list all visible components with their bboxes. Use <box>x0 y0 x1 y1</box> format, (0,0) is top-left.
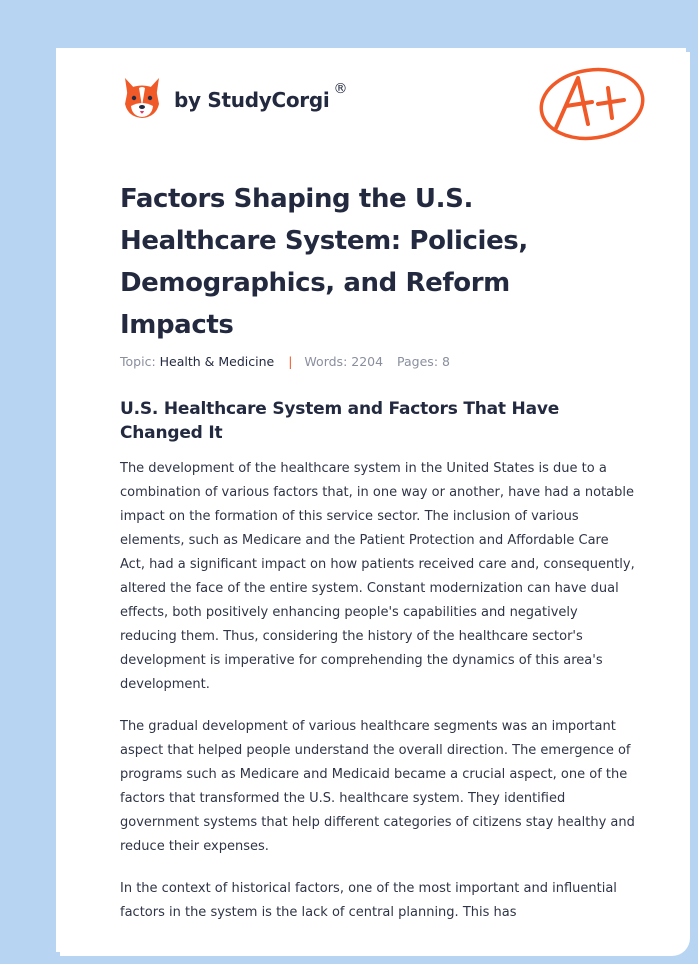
paragraph: In the context of historical factors, one of the most important and influential factors in the system is the lack of central planning. This has <box>120 881 617 920</box>
meta-separator: | <box>288 354 293 369</box>
brand-header[interactable] <box>122 76 348 120</box>
registered-mark: ® <box>333 81 348 97</box>
words-count: 2204 <box>351 354 384 369</box>
pages-count: 8 <box>442 354 450 369</box>
document-title: Factors Shaping the U.S. Healthcare System: Policies, Demographics, and Reform Impacts <box>120 184 528 340</box>
topic-link[interactable]: Health & Medicine <box>159 354 275 369</box>
words-label: Words: <box>304 354 348 369</box>
a-plus-grade-icon <box>538 62 648 142</box>
document-meta <box>120 354 450 369</box>
pages-label: Pages: <box>397 354 439 369</box>
brand-name: by StudyCorgi <box>174 88 330 112</box>
section-heading: U.S. Healthcare System and Factors That Have Changed It <box>120 399 560 443</box>
corgi-logo-icon <box>122 76 162 120</box>
paragraph: The development of the healthcare system in the United States is due to a combination of various factors that, in one way or another, have had a notable impact on the formation of this service sector. The inclusion of various elements, such as Medicare and the Patient Protection and Affordable Care Act, had a significant impact on how patients received care and, consequently, altered the face of the entire system. Constant modernization can have dual effects, both positively enhancing people's capabilities and negatively reducing them. Thus, considering the history of the healthcare sector's development is imperative for comprehending the dynamics of this area's development. <box>120 461 635 692</box>
document-page <box>56 48 686 952</box>
topic-label: Topic: <box>120 354 156 369</box>
paragraph: The gradual development of various healthcare segments was an important aspect that helped people understand the overall direction. The emergence of programs such as Medicare and Medicaid became a crucial aspect, one of the factors that transformed the U.S. healthcare system. They identified government systems that help different categories of citizens stay healthy and reduce their expenses. <box>120 719 635 854</box>
